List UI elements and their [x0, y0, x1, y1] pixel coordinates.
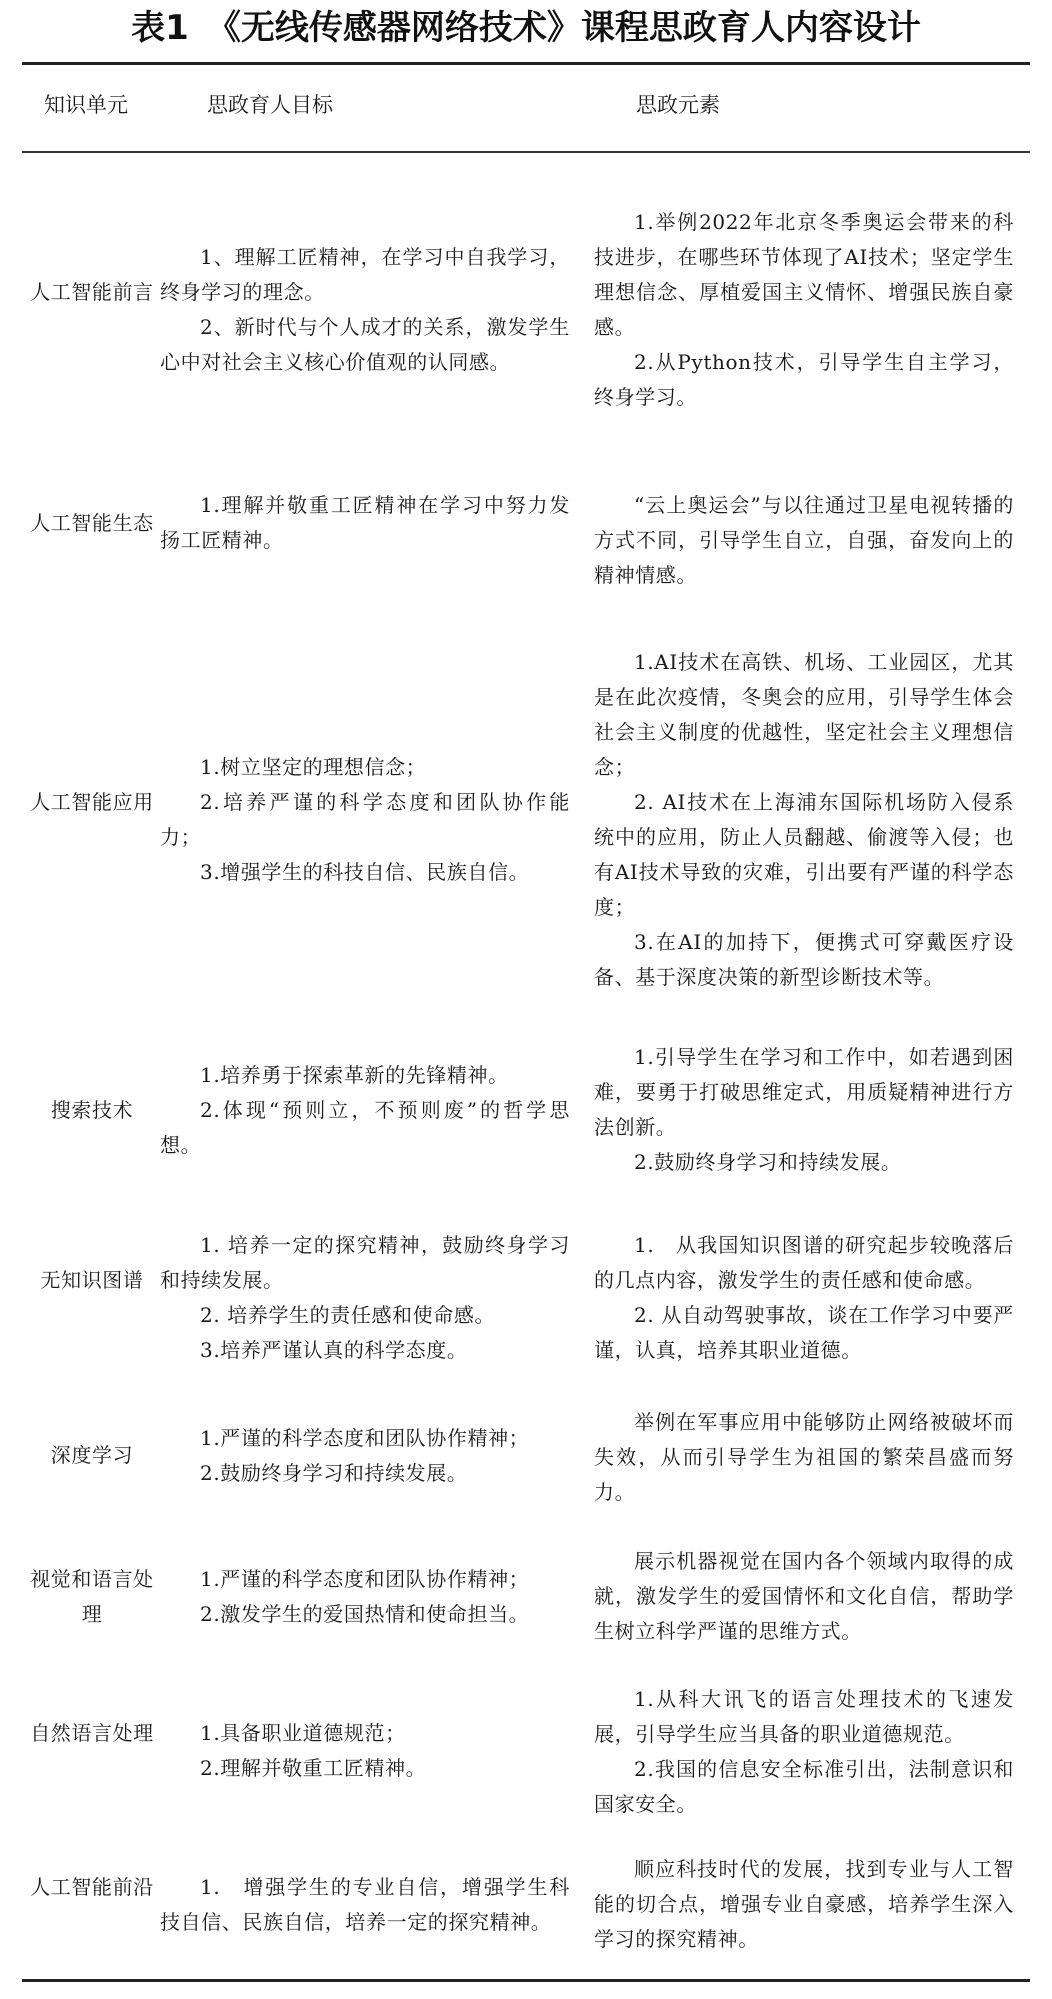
- row-goals: [160, 1228, 570, 1368]
- header-education-goal: 思政育人目标: [207, 93, 333, 117]
- element-item: 2.我国的信息安全标准引出，法制意识和国家安全。: [594, 1757, 1014, 1816]
- goal-item: 2、新时代与个人成才的关系，激发学生心中对社会主义核心价值观的认同感。: [160, 315, 570, 374]
- row-elements: [594, 488, 1014, 593]
- row-goals: [160, 1421, 570, 1491]
- row-unit: 人工智能应用: [30, 790, 154, 814]
- row-elements: [594, 1544, 1014, 1649]
- goal-item: 1. 培养一定的探究精神，鼓励终身学习和持续发展。: [160, 1233, 570, 1292]
- header-ideological-element: 思政元素: [636, 93, 720, 117]
- row-goals: [160, 488, 570, 558]
- goal-item: 1. 增强学生的专业自信，增强学生科技自信、民族自信，培养一定的探究精神。: [160, 1875, 570, 1934]
- row-elements: [594, 1040, 1014, 1180]
- row-elements: [594, 205, 1014, 415]
- row-unit: 人工智能前言: [30, 280, 154, 304]
- element-item: 1.举例2022年北京冬季奥运会带来的科技进步，在哪些环节体现了AI技术；坚定学生理想信念、厚植爱国主义情怀、增强民族自豪感。: [594, 210, 1014, 339]
- goal-item: 1.培养勇于探索革新的先锋精神。: [200, 1063, 509, 1087]
- table-caption: 《无线传感器网络技术》课程思政育人内容设计: [206, 8, 921, 48]
- goal-item: 1.理解并敬重工匠精神在学习中努力发扬工匠精神。: [160, 493, 570, 552]
- row-unit: 人工智能生态: [30, 511, 154, 535]
- element-item: 1.AI技术在高铁、机场、工业园区，尤其是在此次疫情，冬奥会的应用，引导学生体会社会主义制度的优越性，坚定社会主义理想信念；: [594, 650, 1014, 779]
- row-goals: [160, 1058, 570, 1163]
- element-item: 2. 从自动驾驶事故，谈在工作学习中要严谨，认真，培养其职业道德。: [594, 1303, 1014, 1362]
- row-goals: [160, 1562, 570, 1632]
- goal-item: 1.严谨的科学态度和团队协作精神；: [200, 1426, 530, 1450]
- row-unit: 视觉和语言处理: [30, 1567, 154, 1626]
- row-unit: 深度学习: [50, 1443, 134, 1467]
- element-item: “云上奥运会”与以往通过卫星电视转播的方式不同，引导学生自立，自强，奋发向上的精神情感。: [594, 493, 1014, 587]
- row-unit: 人工智能前沿: [30, 1875, 154, 1899]
- table-number: 表1: [131, 8, 189, 48]
- element-item: 2.鼓励终身学习和持续发展。: [634, 1150, 902, 1174]
- goal-item: 2. 培养学生的责任感和使命感。: [200, 1303, 496, 1327]
- goal-item: 3.培养严谨认真的科学态度。: [200, 1338, 468, 1362]
- element-item: 举例在军事应用中能够防止网络被破坏而失效，从而引导学生为祖国的繁荣昌盛而努力。: [594, 1410, 1014, 1504]
- goal-item: 1.严谨的科学态度和团队协作精神；: [200, 1567, 530, 1591]
- element-item: 1.引导学生在学习和工作中，如若遇到困难，要勇于打破思维定式，用质疑精神进行方法创新。: [594, 1045, 1014, 1139]
- header-knowledge-unit: 知识单元: [44, 93, 128, 117]
- goal-item: 1.具备职业道德规范；: [200, 1721, 406, 1745]
- goal-item: 3.增强学生的科技自信、民族自信。: [200, 860, 530, 884]
- row-elements: [594, 645, 1014, 995]
- element-item: 1.从科大讯飞的语言处理技术的飞速发展，引导学生应当具备的职业道德规范。: [594, 1687, 1014, 1746]
- row-unit: 自然语言处理: [30, 1721, 154, 1745]
- row-elements: [594, 1405, 1014, 1510]
- row-elements: [594, 1228, 1014, 1368]
- element-item: 2. AI技术在上海浦东国际机场防入侵系统中的应用，防止人员翻越、偷渡等入侵；也有AI技术导致的灾难，引出要有严谨的科学态度；: [594, 790, 1014, 919]
- goal-item: 2.体现“预则立，不预则废”的哲学思想。: [160, 1098, 570, 1157]
- row-goals: [160, 1870, 570, 1940]
- element-item: 2.从Python技术，引导学生自主学习，终身学习。: [594, 350, 1014, 409]
- top-rule: [22, 62, 1030, 65]
- row-goals: [160, 1716, 570, 1786]
- element-item: 展示机器视觉在国内各个领域内取得的成就，激发学生的爱国情怀和文化自信，帮助学生树立科学严谨的思维方式。: [594, 1549, 1014, 1643]
- element-item: 顺应科技时代的发展，找到专业与人工智能的切合点，增强专业自豪感，培养学生深入学习的探究精神。: [594, 1857, 1014, 1951]
- goal-item: 1.树立坚定的理想信念；: [200, 755, 427, 779]
- row-unit: 无知识图谱: [40, 1268, 144, 1292]
- bottom-rule: [22, 1979, 1030, 1982]
- goal-item: 2.培养严谨的科学态度和团队协作能力；: [160, 790, 570, 849]
- goal-item: 1、理解工匠精神，在学习中自我学习，终身学习的理念。: [160, 245, 570, 304]
- row-unit: 搜索技术: [50, 1098, 134, 1122]
- row-elements: [594, 1852, 1014, 1957]
- goal-item: 2.鼓励终身学习和持续发展。: [200, 1461, 468, 1485]
- goal-item: 2.理解并敬重工匠精神。: [200, 1756, 427, 1780]
- header-rule: [22, 151, 1030, 153]
- row-elements: [594, 1682, 1014, 1822]
- goal-item: 2.激发学生的爱国热情和使命担当。: [200, 1602, 530, 1626]
- element-item: 1. 从我国知识图谱的研究起步较晚落后的几点内容，激发学生的责任感和使命感。: [594, 1233, 1014, 1292]
- row-goals: [160, 750, 570, 890]
- row-goals: [160, 240, 570, 380]
- element-item: 3.在AI的加持下，便携式可穿戴医疗设备、基于深度决策的新型诊断技术等。: [594, 930, 1014, 989]
- table-title: [0, 0, 1052, 56]
